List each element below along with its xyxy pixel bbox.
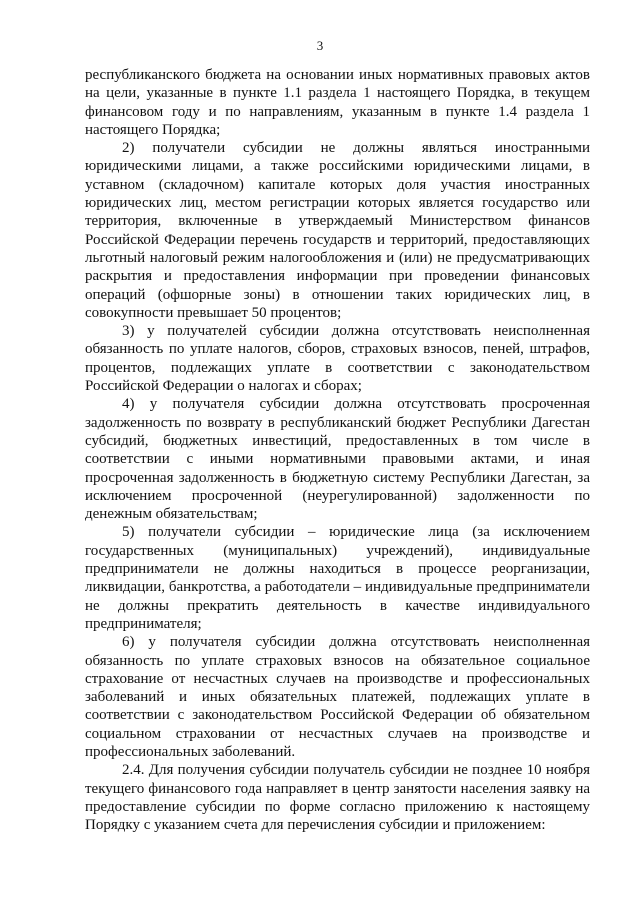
paragraph-item-5: 5) получатели субсидии – юридические лица (за исключением государственных (муниципальных) учреждений), индивидуальные предприниматели не должны находиться в процессе реорганизации, ликвидации, банкротства, а работодатели – индивидуальные предприниматели не должны прекратить деятельность в качестве индивидуального предпринимателя; bbox=[85, 524, 590, 632]
document-body bbox=[85, 66, 590, 834]
paragraph-item-4: 4) у получателя субсидии должна отсутствовать просроченная задолженность по возврату в республиканский бюджет Республики Дагестан субсидий, бюджетных инвестиций, предоставленных в том числе в соответствии с иными нормативными правовыми актами, и иная просроченная задолженность в бюджетную систему Республики Дагестан, за исключением просроченной (неурегулированной) задолженности по денежным обязательствам; bbox=[85, 396, 590, 523]
paragraph-continuation: республиканского бюджета на основании иных нормативных правовых актов на цели, указанные в пункте 1.1 раздела 1 настоящего Порядка, в текущем финансовом году и по направлениям, указанным в пункте 1.4 раздела 1 настоящего Порядка; bbox=[85, 67, 590, 138]
page-number: 3 bbox=[316, 38, 324, 53]
paragraph-item-3: 3) у получателей субсидии должна отсутствовать неисполненная обязанность по уплате налогов, сборов, страховых взносов, пеней, штрафов, процентов, подлежащих уплате в соответствии с законодательством Российской Федерации о налогах и сборах; bbox=[85, 323, 590, 395]
paragraph-item-2: 2) получатели субсидии не должны являться иностранными юридическими лицами, а также российскими юридическими лицами, в уставном (складочном) капитале которых доля участия иностранных юридических лиц, местом регистрации которых является государство или территория, включенные в утверждаемый Министерством финансов Российской Федерации перечень государств и территорий, предоставляющих льготный налоговый режим налогообложения и (или) не предусматривающих раскрытия и предоставления информации при проведении финансовых операций (офшорные зоны) в отношении таких юридических лиц, в совокупности превышает 50 процентов; bbox=[85, 140, 590, 321]
paragraph-item-6: 6) у получателя субсидии должна отсутствовать неисполненная обязанность по уплате страховых взносов на обязательное социальное страхование от несчастных случаев на производстве и профессиональных заболеваний и иных обязательных платежей, подлежащих уплате в соответствии с законодательством Российской Федерации об обязательном социальном страховании от несчастных случаев на производстве и профессиональных заболеваний. bbox=[85, 634, 590, 760]
paragraph-section-2-4: 2.4. Для получения субсидии получатель субсидии не позднее 10 ноября текущего финансового года направляет в центр занятости населения заявку на предоставление субсидии по форме согласно приложению к настоящему Порядку с указанием счета для перечисления субсидии и приложением: bbox=[85, 762, 590, 834]
